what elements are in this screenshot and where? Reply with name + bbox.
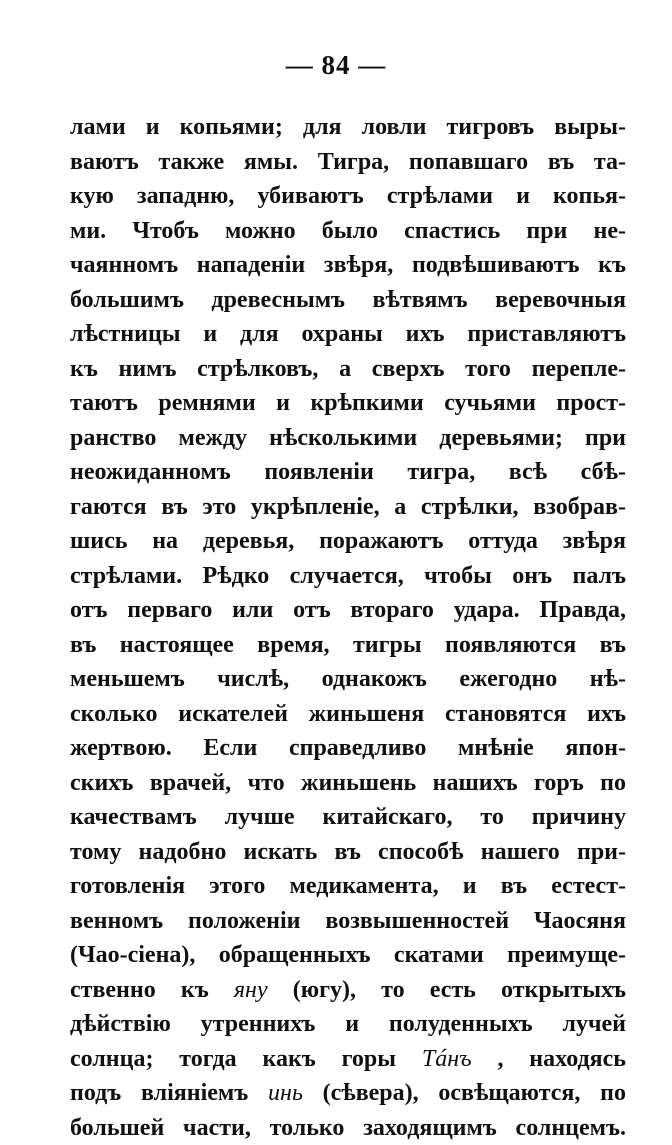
text-line: отъ перваго или отъ втораго удара. Правда,: [70, 593, 626, 628]
text-line: гаются въ это укрѣпленiе, а стрѣлки, взобрав-: [70, 490, 626, 525]
text-segment: ственно къ: [70, 977, 209, 1003]
text-line: сколько искателей жиньшеня становятся ихъ: [70, 697, 626, 732]
text-line-with-italic: [70, 1076, 626, 1111]
text-line: жертвою. Если справедливо мнѣнiе япон-: [70, 731, 626, 766]
text-line: лами и копьями; для ловли тигровъ выры-: [70, 110, 626, 145]
text-line: качествамъ лучше китайскаго, то причину: [70, 800, 626, 835]
text-line: ранство между нѣсколькими деревьями; при: [70, 421, 626, 456]
text-line: шись на деревья, поражаютъ оттуда звѣря: [70, 524, 626, 559]
page-number: — 84 —: [0, 50, 672, 81]
text-line: къ нимъ стрѣлковъ, а сверхъ того перепле-: [70, 352, 626, 387]
text-line: тому надобно искать въ способѣ нашего при-: [70, 835, 626, 870]
text-line: большей части, только заходящимъ солнцемъ.: [70, 1111, 626, 1145]
text-segment: (сѣвера), освѣщаются, по: [323, 1080, 626, 1106]
text-line: большимъ древеснымъ вѣтвямъ веревочныя: [70, 283, 626, 318]
text-line: ваютъ также ямы. Тигра, попавшаго въ та-: [70, 145, 626, 180]
text-line: (Чао-сiена), обращенныхъ скатами преимуще-: [70, 938, 626, 973]
text-line: таютъ ремнями и крѣпкими сучьями прост-: [70, 386, 626, 421]
text-line: скихъ врачей, что жиньшень нашихъ горъ по: [70, 766, 626, 801]
text-line: дѣйствiю утреннихъ и полуденныхъ лучей: [70, 1007, 626, 1042]
body-text: [70, 110, 626, 1145]
text-line: лѣстницы и для охраны ихъ приставляютъ: [70, 317, 626, 352]
text-line: чаянномъ нападенiи звѣря, подвѣшиваютъ къ: [70, 248, 626, 283]
text-segment: , находясь: [497, 1046, 626, 1072]
text-line: готовленiя этого медикамента, и въ естест-: [70, 869, 626, 904]
text-line-with-italic: [70, 973, 626, 1008]
italic-term: яну: [234, 977, 268, 1003]
text-line-with-italic: [70, 1042, 626, 1077]
text-line: въ настоящее время, тигры появляются въ: [70, 628, 626, 663]
text-line: венномъ положенiи возвышенностей Чаосяня: [70, 904, 626, 939]
text-line: меньшемъ числѣ, однакожъ ежегодно нѣ-: [70, 662, 626, 697]
italic-term: инь: [268, 1080, 303, 1106]
text-segment: (югу), то есть открытыхъ: [293, 977, 626, 1003]
text-segment: солнца; тогда какъ горы: [70, 1046, 396, 1072]
text-line: неожиданномъ появленiи тигра, всѣ сбѣ-: [70, 455, 626, 490]
text-line: стрѣлами. Рѣдко случается, чтобы онъ палъ: [70, 559, 626, 594]
text-line: ми. Чтобъ можно было спастись при не-: [70, 214, 626, 249]
text-segment: подъ влiянiемъ: [70, 1080, 248, 1106]
text-line: кую западню, убиваютъ стрѣлами и копья-: [70, 179, 626, 214]
italic-term: Тáнъ: [422, 1046, 472, 1072]
